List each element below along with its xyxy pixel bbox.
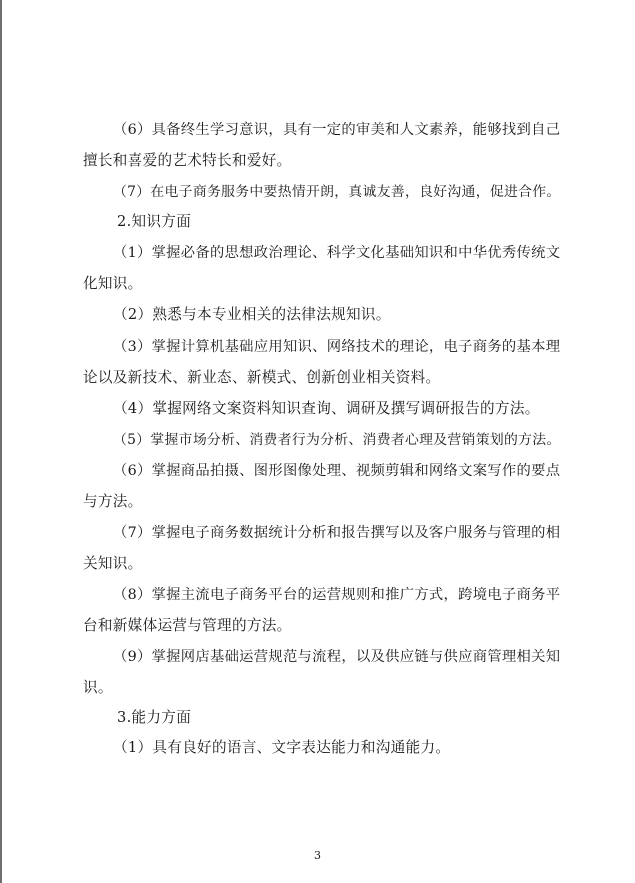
text-line: 擅长和喜爱的艺术特长和爱好。 [83,152,292,169]
text-line: 识。 [83,679,113,696]
text-line: （5）掌握市场分析、消费者行为分析、消费者心理及营销策划的方法。 [113,432,561,448]
section-heading: 2.知识方面 [117,213,192,230]
text-line: 论以及新技术、新业态、新模式、创新创业相关资料。 [83,369,441,386]
text-line: （6）掌握商品拍摄、图形图像处理、视频剪辑和网络文案写作的要点 [113,463,561,479]
text-line: 与方法。 [83,493,143,510]
text-line: （1）具有良好的语言、文字表达能力和沟通能力。 [113,739,451,756]
text-line: 化知识。 [83,275,143,292]
text-line: （7）掌握电子商务数据统计分析和报告撰写以及客户服务与管理的相 [113,525,561,541]
text-line: （3）掌握计算机基础应用知识、网络技术的理论，电子商务的基本理 [113,339,561,355]
text-line: （6）具备终生学习意识，具有一定的审美和人文素养，能够找到自己 [113,122,561,138]
text-line: （8）掌握主流电子商务平台的运营规则和推广方式，跨境电子商务平 [113,587,561,603]
text-line: （9）掌握网店基础运营规范与流程，以及供应链与供应商管理相关知 [113,649,561,665]
text-line: （2）熟悉与本专业相关的法律法规知识。 [113,306,391,323]
page-number: 3 [314,849,321,862]
text-line: 关知识。 [83,555,143,572]
section-heading: 3.能力方面 [117,709,192,726]
text-line: （4）掌握网络文案资料知识查询、调研及撰写调研报告的方法。 [113,400,540,417]
text-line: （7）在电子商务服务中要热情开朗，真诚友善，良好沟通，促进合作。 [113,184,561,200]
text-line: （1）掌握必备的思想政治理论、科学文化基础知识和中华优秀传统文 [113,245,561,261]
text-line: 台和新媒体运营与管理的方法。 [83,617,292,634]
